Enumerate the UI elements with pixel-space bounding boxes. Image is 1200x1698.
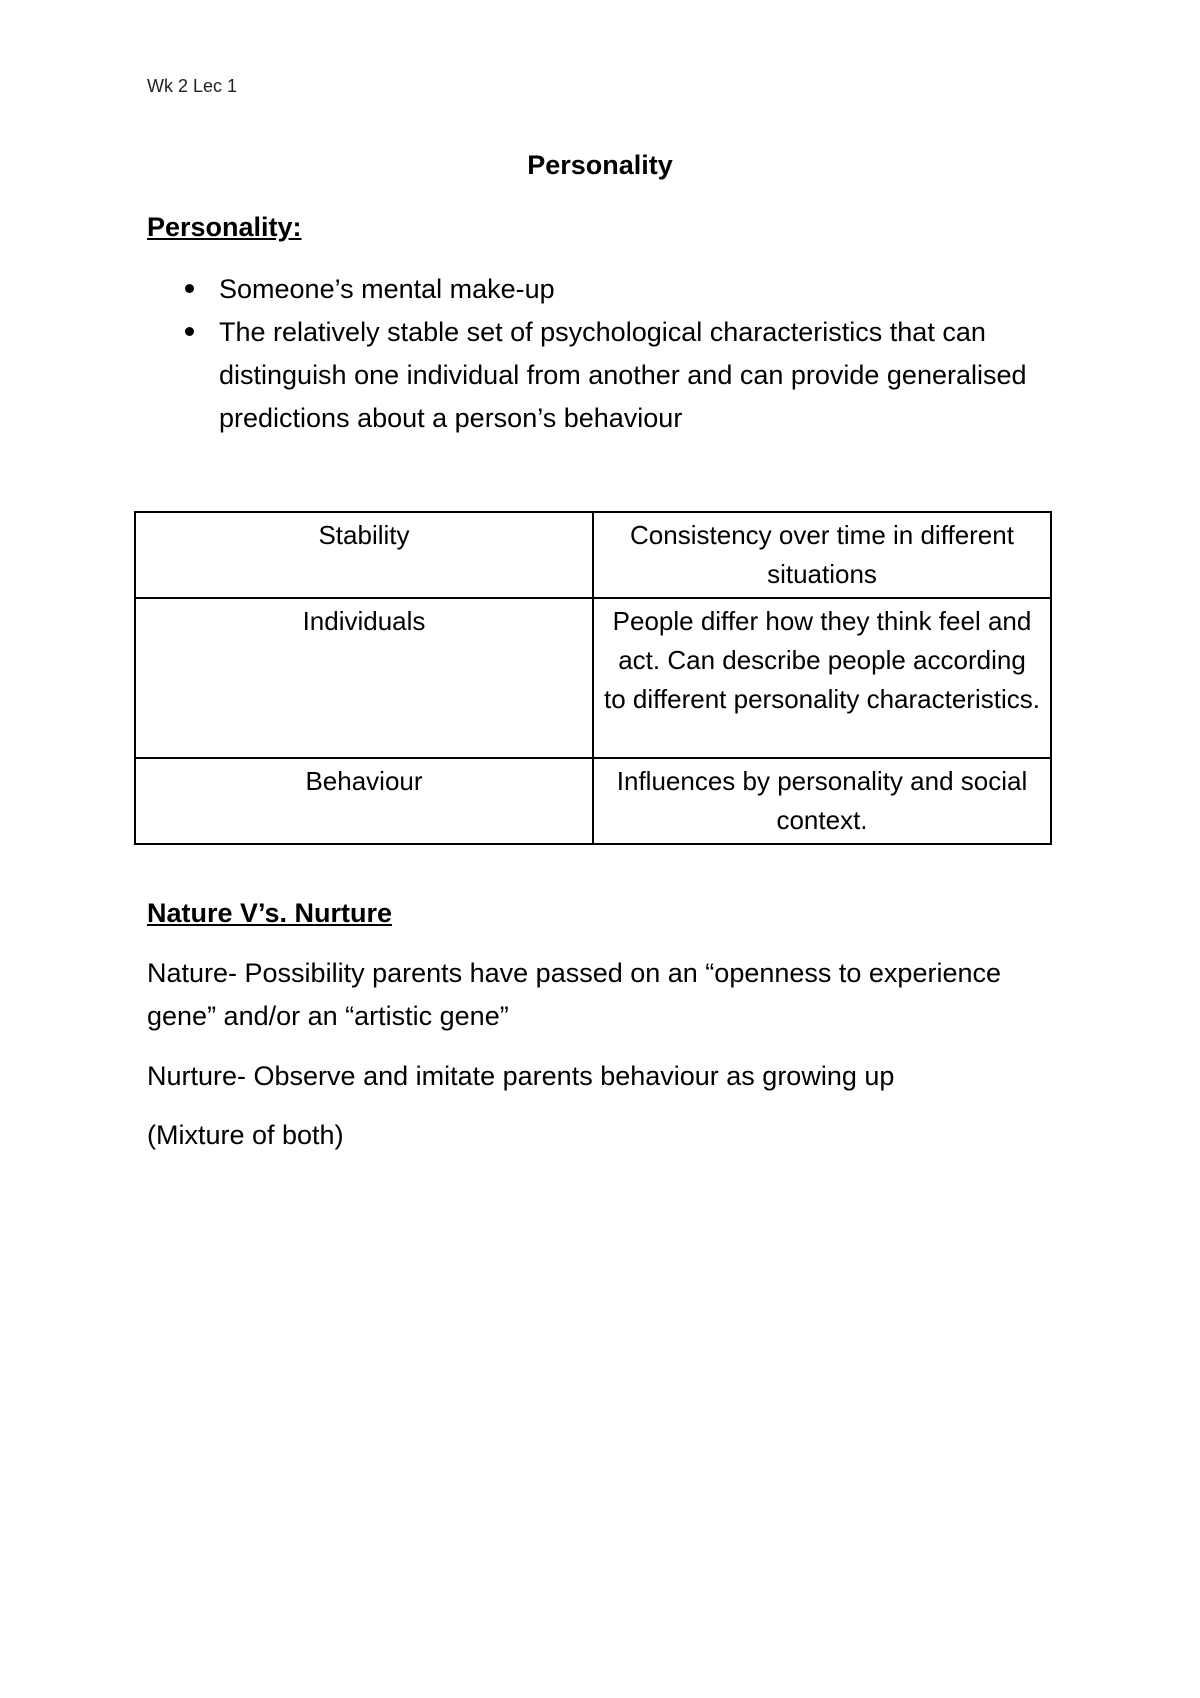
bullet-text: Someone’s mental make-up: [219, 274, 555, 304]
personality-aspects-table: [134, 511, 1052, 845]
table-cell-description: Influences by personality and social context.: [593, 758, 1051, 844]
table-cell-term: Behaviour: [135, 758, 593, 844]
bullet-text: The relatively stable set of psychological characteristics that can distinguish one individual from another and can provide generalised predictions about a person’s behaviour: [219, 317, 1027, 433]
page-header: Wk 2 Lec 1: [147, 76, 238, 96]
table-cell-description: People differ how they think feel and act. Can describe people according to different personality characteristics.: [593, 598, 1051, 758]
definition-bullet-list: [147, 268, 1067, 440]
table-row: [135, 758, 1051, 844]
bullet-icon: [185, 284, 194, 293]
document-title: Personality: [527, 150, 673, 180]
table-cell-term: Stability: [135, 512, 593, 598]
table-row: [135, 512, 1051, 598]
paragraph-mixture: (Mixture of both): [147, 1120, 344, 1150]
paragraph-nurture: Nurture- Observe and imitate parents behaviour as growing up: [147, 1061, 895, 1091]
paragraph-nature: Nature- Possibility parents have passed on an “openness to experience gene” and/or an “artistic gene”: [147, 958, 1002, 1031]
bullet-item: [147, 268, 1067, 311]
table-cell-description: Consistency over time in different situations: [593, 512, 1051, 598]
section-heading-personality: Personality:: [147, 212, 302, 242]
bullet-item: [147, 311, 1067, 440]
bullet-icon: [185, 327, 194, 336]
table-row: [135, 598, 1051, 758]
table-cell-term: Individuals: [135, 598, 593, 758]
section-heading-nature-nurture: Nature V’s. Nurture: [147, 898, 393, 928]
